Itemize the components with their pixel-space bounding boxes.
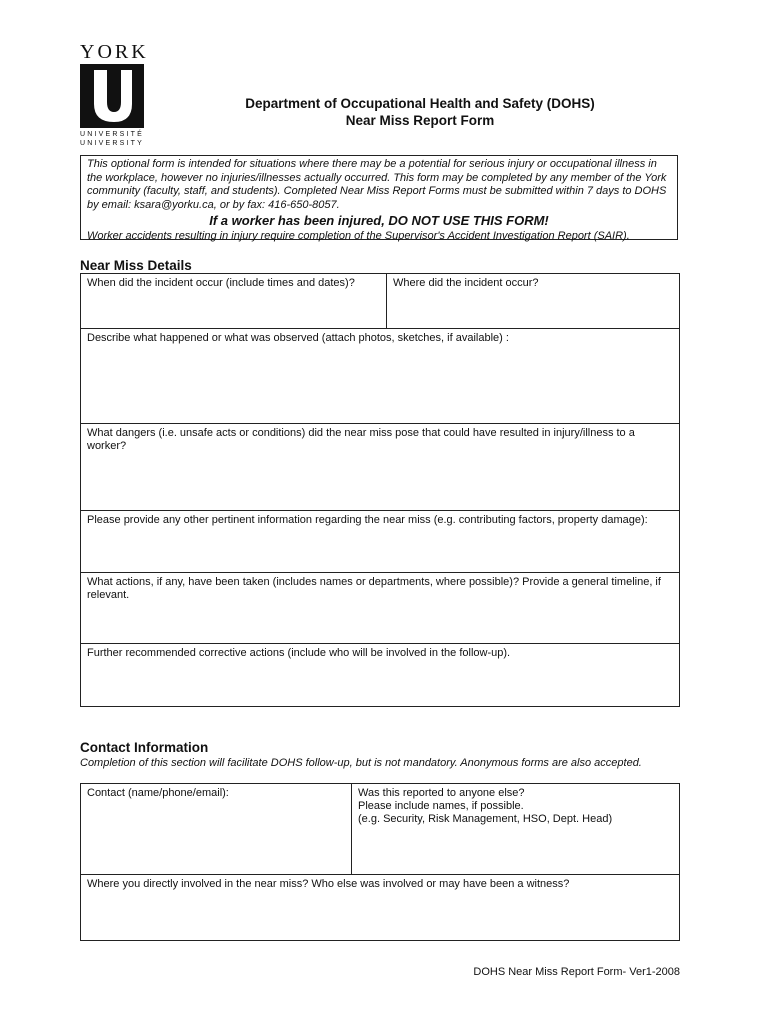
near-miss-heading: Near Miss Details (80, 258, 192, 273)
describe-label: Describe what happened or what was observed (attach photos, sketches, if available) : (87, 332, 509, 344)
other-info-field[interactable] (81, 511, 679, 572)
footer-version: DOHS Near Miss Report Form- Ver1-2008 (473, 966, 680, 978)
when-field[interactable] (81, 274, 386, 328)
contact-label: Contact (name/phone/email): (87, 787, 229, 799)
contact-field[interactable] (81, 784, 351, 874)
where-field[interactable] (387, 274, 679, 328)
reported-label-2: Please include names, if possible. (358, 800, 524, 812)
intro-box (80, 155, 678, 240)
logo-university-text (80, 130, 150, 148)
further-actions-field[interactable] (81, 644, 679, 706)
reported-field[interactable] (352, 784, 679, 874)
intro-text: This optional form is intended for situations where there may be a potential for serious injury or occupational illness in the workplace, however no injuries/illnesses actually occurred. This form may be completed by any member of the York community (faculty, staff, and students). Completed Near Miss Report Forms must be submitted within 7 days to DOHS by email: ksara@yorku.ca, or by fax: 416-650-8057. (87, 158, 667, 211)
describe-field[interactable] (81, 329, 679, 423)
warning-text: If a worker has been injured, DO NOT USE THIS FORM! (209, 213, 549, 228)
further-actions-label: Further recommended corrective actions (include who will be involved in the follow-up). (87, 647, 511, 659)
actions-label: What actions, if any, have been taken (includes names or departments, where possible)? Provide a general timeline, if relevant. (87, 576, 661, 601)
when-label: When did the incident occur (include times and dates)? (87, 277, 355, 289)
dangers-label: What dangers (i.e. unsafe acts or conditions) did the near miss pose that could have resulted in injury/illness to a worker? (87, 427, 635, 452)
contact-table (80, 783, 680, 941)
logo-york-text: YORK (80, 41, 149, 63)
page-subtitle: Near Miss Report Form (345, 113, 495, 128)
logo-line-en: UNIVERSITY (80, 140, 145, 147)
reported-label-3: (e.g. Security, Risk Management, HSO, Dept. Head) (358, 813, 613, 825)
other-info-label: Please provide any other pertinent information regarding the near miss (e.g. contributing factors, property damage): (87, 514, 648, 526)
reported-label-1: Was this reported to anyone else? (358, 787, 525, 799)
dangers-field[interactable] (81, 424, 679, 510)
intro-note: Worker accidents resulting in injury require completion of the Supervisor's Accident Investigation Report (SAIR). (87, 230, 630, 242)
logo-line-fr: UNIVERSITÉ (80, 131, 145, 138)
contact-heading: Contact Information (80, 740, 209, 755)
where-label: Where did the incident occur? (393, 277, 539, 289)
page-title: Department of Occupational Health and Safety (DOHS) (245, 96, 595, 111)
involved-label: Where you directly involved in the near miss? Who else was involved or may have been a witness? (87, 878, 570, 890)
actions-field[interactable] (81, 573, 679, 643)
contact-note: Completion of this section will facilitate DOHS follow-up, but is not mandatory. Anonymous forms are also accepted. (80, 757, 642, 769)
involved-field[interactable] (81, 875, 679, 940)
near-miss-table (80, 273, 680, 707)
